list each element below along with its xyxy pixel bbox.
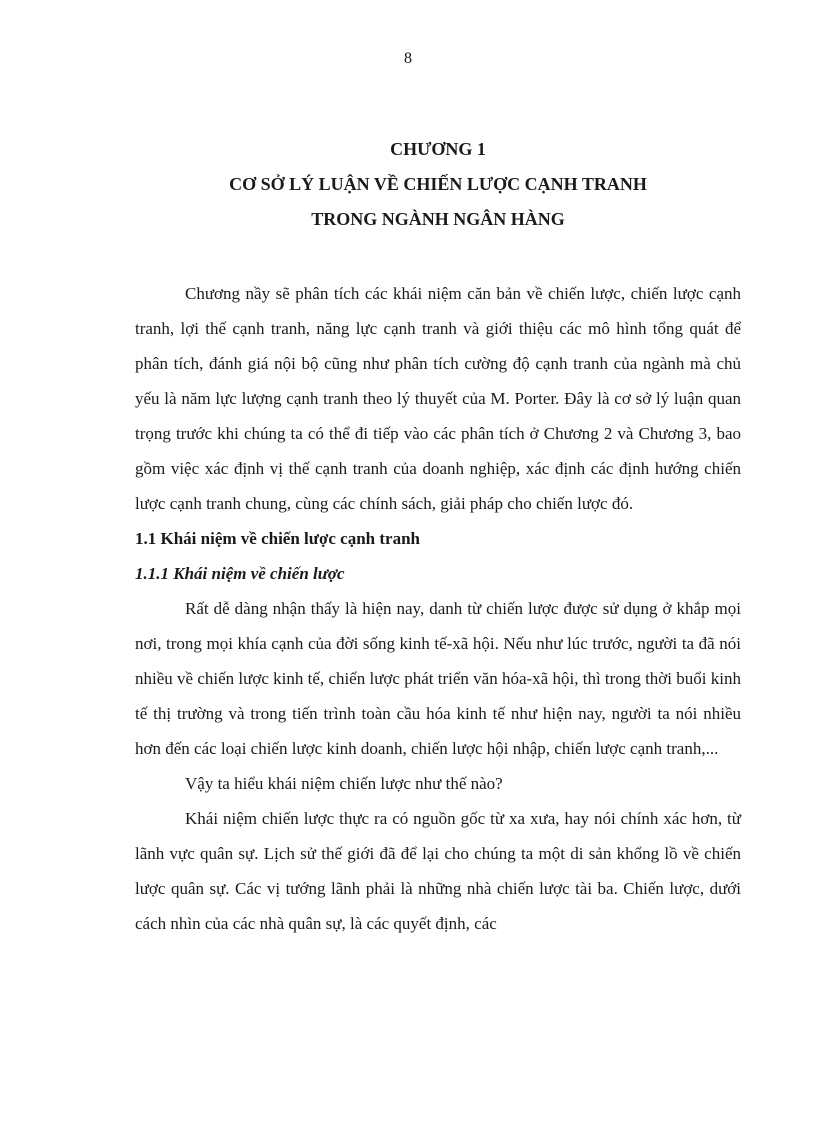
subsection-heading: 1.1.1 Khái niệm về chiến lược xyxy=(135,564,345,583)
chapter-title-line-2: TRONG NGÀNH NGÂN HÀNG xyxy=(311,209,565,229)
document-body xyxy=(135,276,741,941)
chapter-title-line-1: CƠ SỞ LÝ LUẬN VỀ CHIẾN LƯỢC CẠNH TRANH xyxy=(229,174,647,194)
chapter-heading xyxy=(0,132,816,237)
section-heading: 1.1 Khái niệm về chiến lược cạnh tranh xyxy=(135,529,421,548)
page-number: 8 xyxy=(404,50,412,67)
body-paragraph: Khái niệm chiến lược thực ra có nguồn gốc từ xa xưa, hay nói chính xác hơn, từ lãnh vực quân sự. Lịch sử thế giới đã để lại cho chúng ta một di sản khổng lồ về chiến lược quân sự. Các vị tướng lãnh phải là những nhà chiến lược tài ba. Chiến lược, dưới cách nhìn của các nhà quân sự, là các quyết định, các xyxy=(135,809,741,933)
body-paragraph: Rất dễ dàng nhận thấy là hiện nay, danh từ chiến lược được sử dụng ở khắp mọi nơi, trong mọi khía cạnh của đời sống kinh tế-xã hội. Nếu như lúc trước, người ta đã nói nhiều về chiến lược kinh tế, chiến lược phát triển văn hóa-xã hội, thì trong thời buổi kinh tế thị trường và trong tiến trình toàn cầu hóa kinh tế như hiện nay, người ta nói nhiều hơn đến các loại chiến lược kinh doanh, chiến lược hội nhập, chiến lược cạnh tranh,... xyxy=(135,599,741,758)
intro-paragraph: Chương nầy sẽ phân tích các khái niệm căn bản về chiến lược, chiến lược cạnh tranh, lợi thế cạnh tranh, năng lực cạnh tranh và giới thiệu các mô hình tổng quát để phân tích, đánh giá nội bộ cũng như phân tích cường độ cạnh tranh của ngành mà chủ yếu là năm lực lượng cạnh tranh theo lý thuyết của M. Porter. Đây là cơ sở lý luận quan trọng trước khi chúng ta có thể đi tiếp vào các phân tích ở Chương 2 và Chương 3, bao gồm việc xác định vị thế cạnh tranh của doanh nghiệp, xác định các định hướng chiến lược cạnh tranh chung, cùng các chính sách, giải pháp cho chiến lược đó. xyxy=(135,284,741,513)
body-paragraph: Vậy ta hiểu khái niệm chiến lược như thế nào? xyxy=(185,774,503,793)
chapter-label: CHƯƠNG 1 xyxy=(390,139,486,159)
